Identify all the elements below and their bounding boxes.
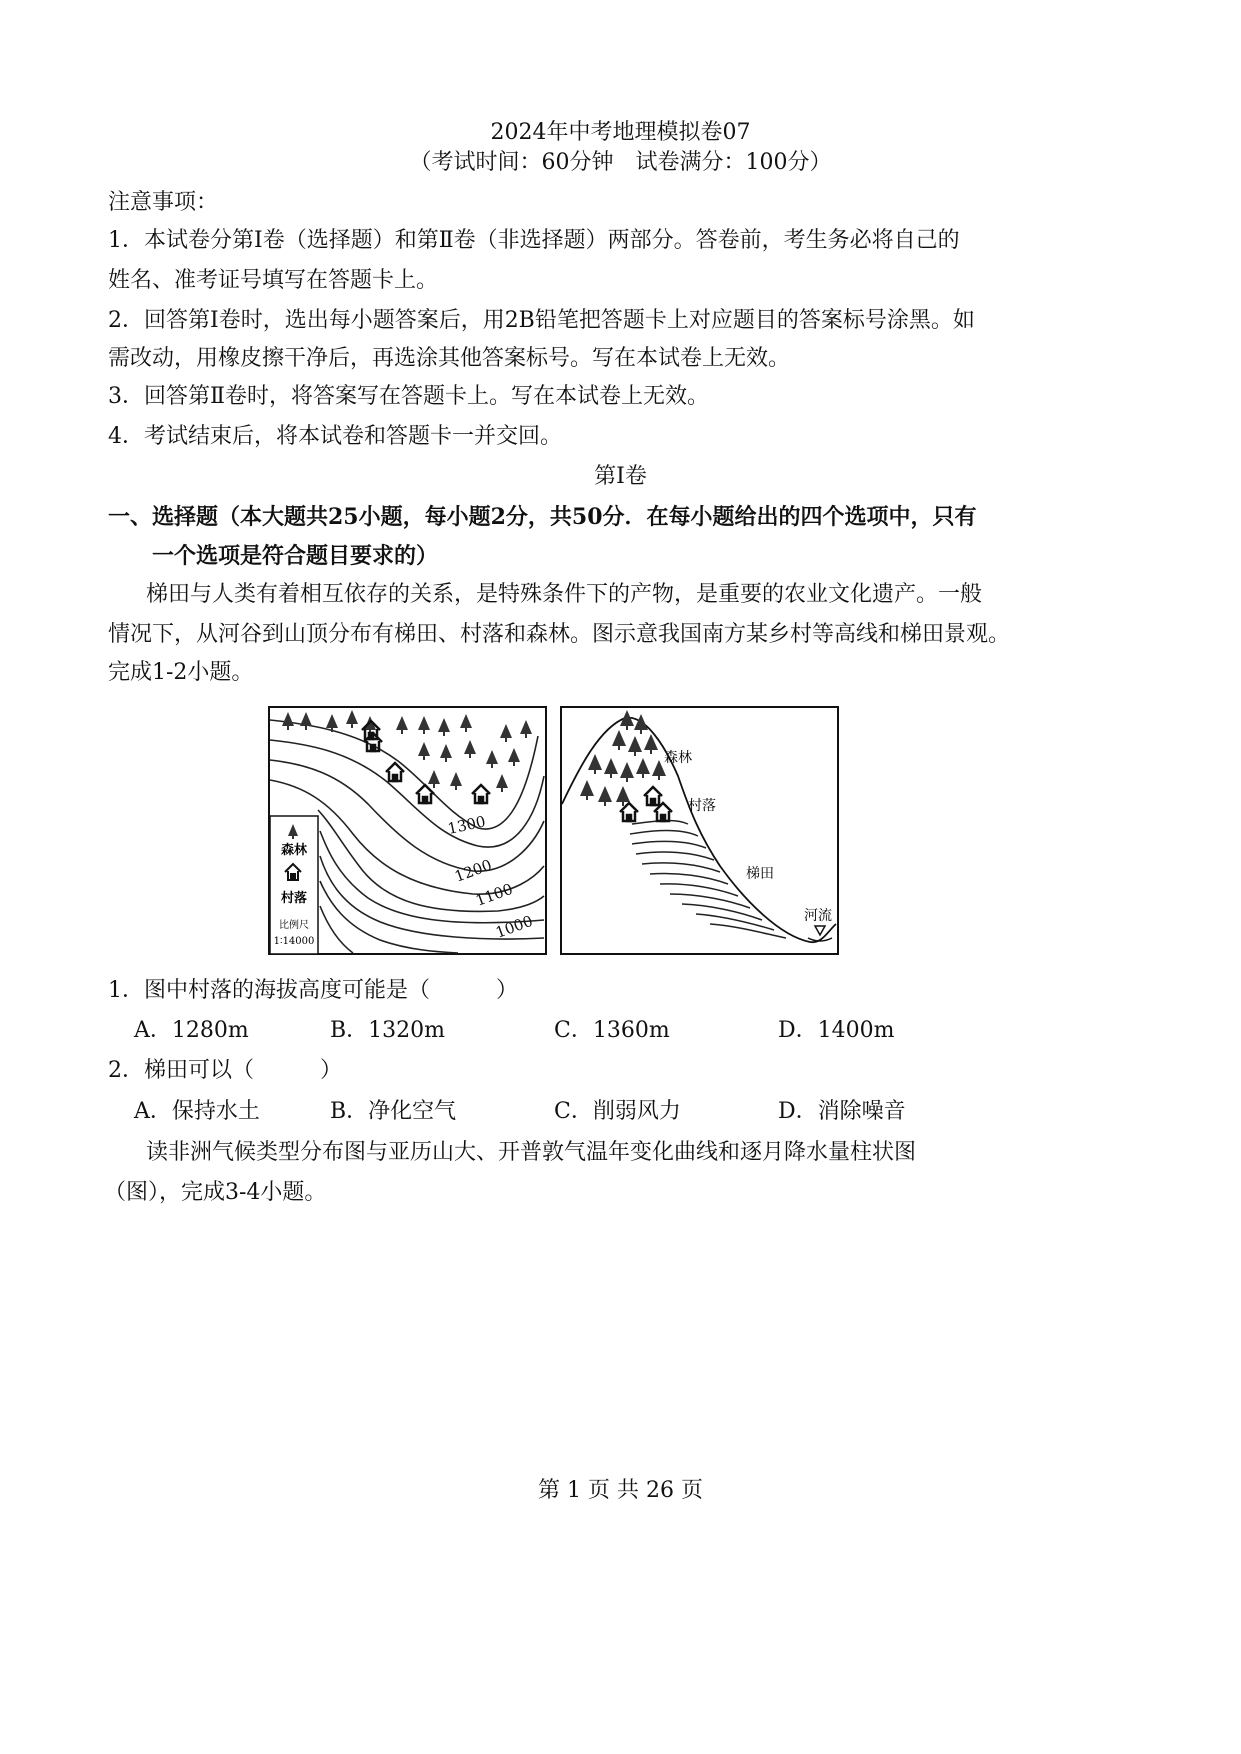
question-2-option-a[interactable]: A．保持水土 [134, 1099, 260, 1124]
contour-label: 1000 [493, 911, 536, 942]
contour-label: 1200 [452, 855, 495, 886]
notes-heading: 注意事项： [108, 190, 219, 215]
legend-forest-label: 森林 [280, 843, 308, 858]
note-item-4: 4．考试结束后，将本试卷和答题卡一并交回。 [108, 424, 562, 449]
profile-river-label: 河流 [804, 908, 832, 924]
intro2-line-2: （图），完成3-4小题。 [104, 1180, 327, 1205]
note-item-3: 3．回答第Ⅱ卷时，将答案写在答题卡上。写在本试卷上无效。 [108, 384, 709, 409]
question-2-option-d[interactable]: D．消除噪音 [778, 1099, 906, 1124]
section-title: 第Ⅰ卷 [594, 464, 647, 489]
terrace-profile-panel [561, 707, 838, 954]
note-item-1-line-2: 姓名、准考证号填写在答题卡上。 [108, 268, 439, 293]
section-heading-line-2: 一个选项是符合题目要求的） [152, 543, 439, 569]
contour-map-panel [269, 707, 546, 954]
intro2-line-1: 读非洲气候类型分布图与亚历山大、开普敦气温年变化曲线和逐月降水量柱状图 [146, 1140, 917, 1165]
map-legend [270, 816, 318, 954]
question-1-stem: 1．图中村落的海拔高度可能是（ ） [108, 978, 518, 1003]
page-number: 第 1 页 共 26 页 [538, 1478, 703, 1503]
contour-label: 1100 [473, 879, 516, 910]
profile-forest-label: 森林 [664, 750, 692, 766]
legend-village-label: 村落 [280, 891, 308, 906]
question-2-option-b[interactable]: B．净化空气 [330, 1099, 457, 1124]
section-heading-line-1: 一、选择题（本大题共25小题，每小题2分，共50分．在每小题给出的四个选项中，只有 [108, 504, 977, 530]
question-1-option-a[interactable]: A．1280m [134, 1018, 249, 1043]
note-item-2-line-2: 需改动，用橡皮擦干净后，再选涂其他答案标号。写在本试卷上无效。 [108, 346, 791, 371]
question-2-stem: 2．梯田可以（ ） [108, 1058, 342, 1083]
legend-scale-value: 1∶14000 [273, 936, 315, 947]
question-2-option-c[interactable]: C．削弱风力 [554, 1099, 681, 1124]
note-item-2-line-1: 2．回答第Ⅰ卷时，选出每小题答案后，用2B铅笔把答题卡上对应题目的答案标号涂黑。如 [108, 308, 975, 333]
profile-terrace-label: 梯田 [746, 866, 774, 882]
intro1-line-2: 情况下，从河谷到山顶分布有梯田、村落和森林。图示意我国南方某乡村等高线和梯田景观。 [108, 622, 1011, 647]
intro1-line-1: 梯田与人类有着相互依存的关系，是特殊条件下的产物，是重要的农业文化遗产。一般 [146, 582, 983, 607]
exam-subtitle: （考试时间：60分钟 试卷满分：100分） [409, 150, 832, 175]
exam-title: 2024年中考地理模拟卷07 [490, 120, 751, 145]
profile-village-label: 村落 [688, 798, 716, 814]
question-1-option-b[interactable]: B．1320m [330, 1018, 446, 1043]
intro1-line-3: 完成1-2小题。 [108, 660, 254, 685]
note-item-1-line-1: 1．本试卷分第Ⅰ卷（选择题）和第Ⅱ卷（非选择题）两部分。答卷前，考生务必将自己的 [108, 228, 960, 253]
legend-scale-label: 比例尺 [279, 920, 309, 931]
question-1-option-d[interactable]: D．1400m [778, 1018, 895, 1043]
contour-map-figure [268, 706, 840, 956]
question-1-option-c[interactable]: C．1360m [554, 1018, 670, 1043]
contour-label: 1300 [446, 812, 488, 838]
